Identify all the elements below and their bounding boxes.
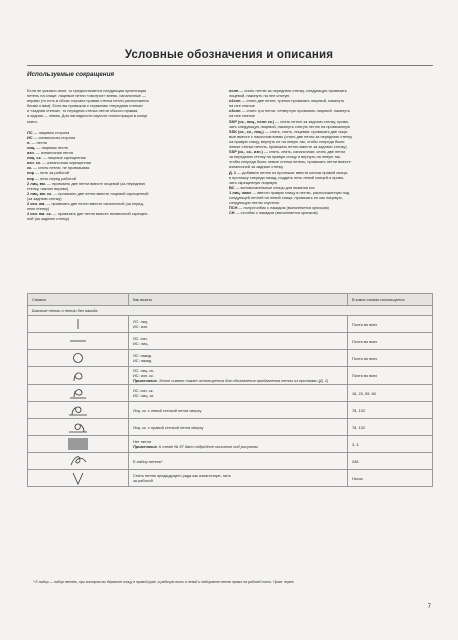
abbrev-desc: следующую петлю спустить — [229, 200, 280, 206]
how-line: ЛС: лиц. — [133, 319, 149, 324]
abbrev-desc: — лицевая петля — [35, 144, 68, 150]
page-title: Условные обозначения и описания — [124, 49, 334, 61]
how-cell — [129, 385, 348, 402]
intro-line: Если не указано иное, то предполагается следующая ориентация — [27, 88, 147, 93]
symbol-cell — [28, 419, 129, 436]
how-line: за работой — [133, 478, 153, 483]
abbrev-term: ЛС — [27, 129, 33, 135]
where-cell: 78, 132 — [348, 419, 433, 436]
abbrev-desc: лицевой, накинуть на нее снятую — [229, 93, 290, 99]
abbrev-term: 2 лиц. вм. ск. — [27, 190, 53, 196]
how-cell — [129, 333, 348, 350]
abbrev-desc: за переднюю стенку на правую спицу и вернуть на левую так, — [229, 154, 341, 160]
how-line: Лиц. ск. с правой стенкой петли сверху — [133, 424, 204, 430]
twisted-loop-icon — [66, 369, 90, 383]
vertical-line-icon — [66, 317, 90, 331]
abbrev-desc: — ввести правую спицу в петлю, расположенную под — [251, 189, 350, 195]
abbrev-desc: — столбик с накидом (выполняется крючком) — [234, 210, 318, 216]
twisted-loop-line-icon — [66, 386, 90, 400]
abbrev-desc: — провязать две петли вместе изнаночной скрещен- — [51, 211, 149, 217]
table-row — [28, 350, 433, 367]
how-cell — [129, 453, 348, 470]
how-line: Лиц. ск. с левой стенкой петли сверху — [133, 407, 202, 413]
header-how: Как вязать — [129, 294, 348, 306]
how-cell — [129, 367, 348, 385]
abbrev-item — [229, 210, 434, 215]
abbrev-desc: — добавить петлю из протяжки: ввести кончик правой спицы — [236, 169, 348, 175]
where-cell: 246 — [348, 453, 433, 470]
abbrev-term: SSP (ск., ск., изн.) — [229, 149, 263, 155]
symbol-cell — [28, 470, 129, 487]
symbols-table — [27, 293, 433, 487]
where-cell: 16, 23, 59, 65 — [348, 385, 433, 402]
abbrev-desc: — изнаночная скрещенная — [41, 160, 91, 166]
table-row — [28, 419, 433, 436]
how-line: ЛС: лиц. ск. — [133, 368, 155, 373]
how-line: ЛС: изн. ск. — [133, 388, 154, 393]
where-cell: Почти во всех — [348, 333, 433, 350]
header-where: В каких схемах используется — [348, 294, 433, 306]
twisted-loop-left-icon — [66, 403, 90, 417]
intro-line: ближе к вам). Если вы привыкли к терминам «передняя стенка» — [27, 103, 144, 109]
right-abbrev-list — [229, 88, 434, 215]
intro-paragraph — [27, 88, 217, 124]
table-header-row — [28, 294, 433, 306]
abbrev-desc: — изнаночная сторона — [32, 134, 76, 140]
symbol-cell — [28, 350, 129, 367]
abbrev-desc: — снять три петли, четвертую провязать лицевой, накинуть — [240, 108, 350, 114]
abbrev-desc: вые вместе с наклоном влево (снять две петли за переднюю стенку — [229, 133, 353, 139]
title-divider — [27, 65, 433, 66]
symbol-cell — [28, 385, 129, 402]
abbrev-term: СН — [229, 210, 235, 216]
abbrev-desc: ной (за заднюю стенку) — [27, 216, 70, 222]
abbrev-desc: (за заднюю стенку) — [27, 195, 62, 201]
how-cell — [129, 316, 348, 333]
footnote: * Е-набор — набор петель, при котором вы держите спицу в правой руке, а рабочую нить в левой и набираете петли прямо на рабочей нити. Прим. перев. — [33, 580, 295, 584]
how-line: ИС: лиц. — [133, 341, 149, 346]
symbol-cell — [28, 453, 129, 470]
how-note — [133, 378, 343, 383]
abbrev-desc: нюю стенку) — [27, 206, 50, 212]
note-label: Примечание. — [133, 378, 158, 383]
abbrev-term: н3слп — [229, 108, 241, 114]
abbrev-term: ПСН — [229, 205, 238, 211]
left-column — [27, 88, 217, 221]
symbol-cell — [28, 402, 129, 419]
table-row — [28, 453, 433, 470]
how-cell — [129, 419, 348, 436]
abbrev-desc: — лицевая сторона — [32, 129, 70, 135]
how-cell — [129, 402, 348, 419]
abbrev-term: нпр — [27, 175, 35, 181]
intro-line: книги. — [27, 118, 38, 124]
abbrev-term: Д. 1 — [229, 169, 237, 175]
where-cell: Носок — [348, 470, 433, 487]
intro-line: вправо (то есть в обоих случаях правая стенка петли расположена — [27, 98, 149, 104]
abbrev-term: нслп — [229, 88, 239, 93]
how-line: Нет петли — [133, 439, 151, 444]
abbrev-desc: — снять, снять, лицевая: провязать две лице- — [263, 128, 349, 134]
abbrev-desc: — нить перед работой — [34, 175, 76, 181]
abbrev-desc: на правую спицу, вернуть их на левую так, чтобы спереди были — [229, 138, 345, 144]
abbrev-desc: — нить за работой — [34, 170, 70, 176]
where-cell: Почти во всех — [348, 367, 433, 385]
table-row — [28, 470, 433, 487]
abbrev-term: изн. ск. — [27, 160, 42, 166]
symbol-cell — [28, 436, 129, 453]
table-row — [28, 333, 433, 350]
abbrev-desc: на нее снятые — [229, 113, 255, 119]
abbrev-desc: — провязать две петли вместе изнаночной (за перед- — [45, 200, 144, 206]
symbol-cell — [28, 316, 129, 333]
note-text: Этот символ также используется для обозначения прибавления петли из протяжки (Д. 1) — [157, 378, 329, 383]
symbol-cell — [28, 333, 129, 350]
abbrev-term: 2 изн. вм. ск. — [27, 211, 52, 217]
abbrev-desc: левые стенки петель, провязать петли вместе за заднюю стенку) — [229, 144, 347, 150]
how-line: ИС: изн. ск. — [133, 373, 154, 378]
abbrev-desc: — полустолбик с накидом (выполняется крючком) — [237, 205, 329, 211]
horizontal-line-icon — [66, 334, 90, 348]
abbrev-term: SSK (ск., ск., лиц.) — [229, 128, 264, 134]
note-text: К схеме № 87 дано подробное описание под рисунком — [157, 444, 258, 449]
symbol-cell — [28, 367, 129, 385]
abbrev-term: ИС — [27, 134, 33, 140]
no-stitch-icon — [66, 437, 90, 451]
table-row — [28, 367, 433, 385]
abbrev-desc: следующей петлей на левой спице, провязать ее как лицевую, — [229, 194, 343, 200]
abbrev-term: н2слп — [229, 98, 241, 104]
intro-line: и «задняя стенка», то передняя стенка петли обычно правая, — [27, 108, 139, 114]
how-line: ИС: лиц. ск. — [133, 393, 155, 398]
abbrev-term: нпр — [27, 170, 35, 176]
v-slip-icon — [66, 471, 90, 485]
abbrev-desc: изнаночной за заднюю стенку — [229, 164, 284, 170]
abbrev-term: 2 лиц. вм. — [27, 180, 46, 186]
abbrev-desc: — провязать две петли вместе лицевой (за переднюю — [45, 180, 146, 186]
section-subheading: Используемые сокращения — [27, 71, 115, 78]
twisted-loop-right-icon — [66, 420, 90, 434]
abbrev-item — [27, 216, 217, 221]
intro-line: петель на спице: лицевые петли «смотрят» влево, изнаночные — — [27, 93, 146, 99]
header-symbol: Символ — [28, 294, 129, 306]
where-cell: 3, 4 — [348, 436, 433, 453]
page-number: 7 — [427, 604, 431, 610]
abbrev-term: изн. — [27, 150, 35, 156]
abbrev-desc: в протяжку спереди назад, поддеть нить левой спицей и провя- — [229, 174, 345, 180]
abbrev-desc: зать следующую лицевой, накинуть снятую петлю на провязанную — [229, 123, 350, 129]
abbrev-desc: — снять петлю за переднюю стенку, следующую провязать — [238, 88, 347, 93]
abbrev-desc: на нее снятые — [229, 103, 255, 109]
how-line: ЛС: изн. — [133, 336, 148, 341]
left-abbrev-list — [27, 130, 217, 222]
how-cell — [129, 350, 348, 367]
abbrev-term: лиц. ск. — [27, 155, 42, 161]
abbrev-desc: стенку, наклон вправо) — [27, 185, 69, 191]
abbrev-desc: — лицевое скрещенная — [41, 155, 86, 161]
abbrev-desc: — провязать две петли вместе лицевой скрещенной — [52, 190, 149, 196]
how-line: ИС: изн. — [133, 324, 148, 329]
circle-icon — [66, 351, 90, 365]
how-cell — [129, 470, 348, 487]
note-label: Примечание. — [133, 444, 158, 449]
table-row — [28, 402, 433, 419]
abbrev-desc: зать скрещенную лицевую — [229, 179, 277, 185]
table-row — [28, 316, 433, 333]
how-line: ИС: накид — [133, 358, 152, 363]
abbrev-term: 1 лиц. ниже — [229, 189, 252, 195]
how-line: Снять петлю предыдущего ряда как изнаночную, нить — [133, 473, 231, 478]
right-column — [229, 88, 434, 215]
how-cell — [129, 436, 348, 453]
how-line: Е-набор петель* — [133, 458, 163, 464]
where-cell: Почти во всех — [348, 350, 433, 367]
abbrev-term: ВС — [229, 184, 235, 190]
where-cell: 78, 132 — [348, 402, 433, 419]
abbrev-term: SKP (ск., лиц., нслп ск.) — [229, 118, 275, 124]
abbrev-desc: — снять петлю за заднюю стенку, прова- — [274, 118, 349, 124]
intro-line: а задняя — левая. Для наглядности изучите иллюстрации в конце — [27, 113, 148, 119]
abbrev-desc: — петля — [30, 139, 47, 145]
abbrev-term: ск. — [27, 165, 33, 171]
table-section-row — [28, 306, 433, 316]
abbrev-term: 2 изн. вм. — [27, 200, 46, 206]
table-row — [28, 385, 433, 402]
where-cell: Почти во всех — [348, 316, 433, 333]
section-label: Базовые петли и петли без накида — [28, 306, 433, 316]
abbrev-desc: — снять, снять, изнаночная: снять две петли — [262, 149, 346, 155]
abbrev-term: лиц. — [27, 144, 36, 150]
abbrev-desc: — вспомогательные спицы для вязания кос — [234, 184, 315, 190]
abbrev-desc: — снять петлю, не провязывая — [32, 165, 90, 171]
table-row — [28, 436, 433, 453]
abbrev-term: п. — [27, 139, 31, 145]
e-loop-icon — [66, 454, 90, 468]
abbrev-desc: — снять две петли, третью провязать лицевой, накинуть — [240, 98, 345, 104]
abbrev-desc: — изнаночная петля — [34, 150, 74, 156]
abbrev-desc: чтобы спереди были левые стенки петель, провязать петли вместе — [229, 159, 351, 165]
how-line: ЛС: накид — [133, 353, 151, 358]
how-note — [133, 444, 343, 449]
